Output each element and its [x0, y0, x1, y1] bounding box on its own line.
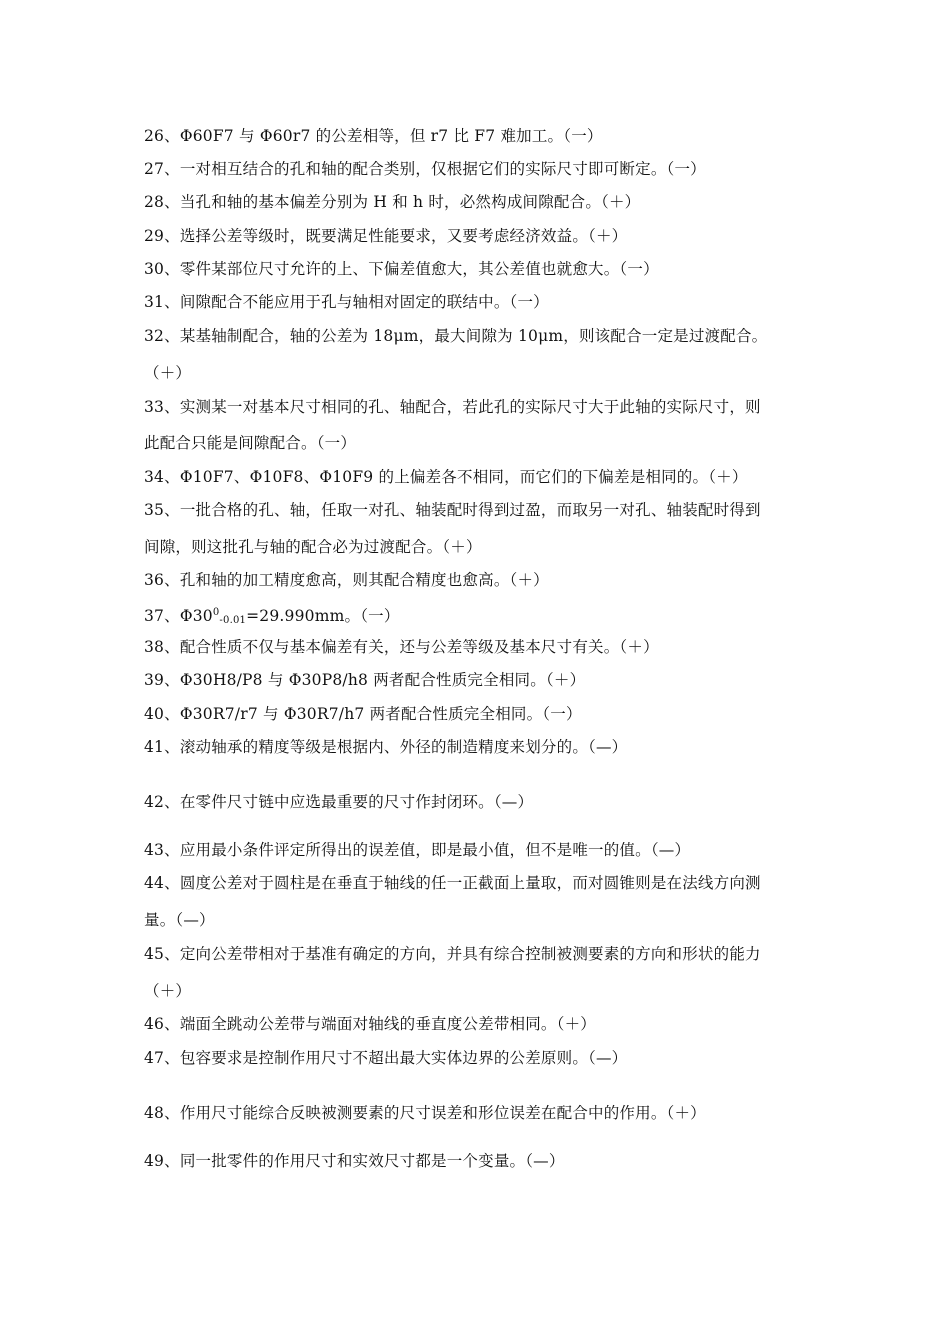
item-43: 43、应用最小条件评定所得出的误差值，即是最小值，但不是唯一的值。（—）: [144, 841, 691, 859]
item-29: 29、选择公差等级时，既要满足性能要求，又要考虑经济效益。（＋）: [144, 227, 628, 245]
item-42: 42、在零件尺寸链中应选最重要的尺寸作封闭环。（—）: [144, 793, 534, 811]
item-44: 44、圆度公差对于圆柱是在垂直于轴线的任一正截面上量取，而对圆锥则是在法线方向测: [144, 874, 761, 892]
item-37-suffix: =29.990mm。（一）: [246, 607, 400, 625]
item-40: 40、Φ30R7/r7 与 Φ30R7/h7 两者配合性质完全相同。（一）: [144, 705, 582, 723]
item-32-continuation: （＋）: [144, 364, 192, 382]
item-31: 31、间隙配合不能应用于孔与轴相对固定的联结中。（一）: [144, 293, 549, 311]
item-45: 45、定向公差带相对于基准有确定的方向，并具有综合控制被测要素的方向和形状的能力: [144, 945, 761, 963]
item-34: 34、Φ10F7、Φ10F8、Φ10F9 的上偏差各不相同，而它们的下偏差是相同的。（＋）: [144, 468, 748, 486]
item-36: 36、孔和轴的加工精度愈高，则其配合精度也愈高。（＋）: [144, 571, 549, 589]
item-47: 47、包容要求是控制作用尺寸不超出最大实体边界的公差原则。（—）: [144, 1049, 628, 1067]
item-28: 28、当孔和轴的基本偏差分别为 H 和 h 时，必然构成间隙配合。（＋）: [144, 193, 641, 211]
item-48: 48、作用尺寸能综合反映被测要素的尺寸误差和形位误差在配合中的作用。（＋）: [144, 1104, 706, 1122]
item-33-continuation: 此配合只能是间隙配合。（一）: [144, 434, 357, 452]
item-35: 35、一批合格的孔、轴，任取一对孔、轴装配时得到过盈，而取另一对孔、轴装配时得到: [144, 501, 761, 519]
item-37: [144, 603, 824, 631]
item-38: 38、配合性质不仅与基本偏差有关，还与公差等级及基本尺寸有关。（＋）: [144, 638, 659, 656]
item-32: 32、某基轴制配合，轴的公差为 18μm，最大间隙为 10μm，则该配合一定是过渡配合。: [144, 327, 768, 345]
item-26: 26、Φ60F7 与 Φ60r7 的公差相等，但 r7 比 F7 难加工。（一）: [144, 127, 603, 145]
item-37-lower-deviation: -0.01: [219, 615, 247, 626]
item-30: 30、零件某部位尺寸允许的上、下偏差值愈大，其公差值也就愈大。（一）: [144, 260, 659, 278]
item-37-prefix: 37、Φ30: [144, 607, 213, 625]
item-44-continuation: 量。（—）: [144, 911, 215, 929]
item-45-continuation: （＋）: [144, 982, 192, 1000]
item-49: 49、同一批零件的作用尺寸和实效尺寸都是一个变量。（—）: [144, 1152, 565, 1170]
item-35-continuation: 间隙，则这批孔与轴的配合必为过渡配合。（＋）: [144, 538, 482, 556]
item-46: 46、端面全跳动公差带与端面对轴线的垂直度公差带相同。（＋）: [144, 1015, 596, 1033]
item-27: 27、一对相互结合的孔和轴的配合类别，仅根据它们的实际尺寸即可断定。（一）: [144, 160, 706, 178]
item-33: 33、实测某一对基本尺寸相同的孔、轴配合，若此孔的实际尺寸大于此轴的实际尺寸，则: [144, 398, 761, 416]
item-41: 41、滚动轴承的精度等级是根据内、外径的制造精度来划分的。（—）: [144, 738, 628, 756]
item-37-upper-deviation: 0: [212, 607, 220, 618]
item-39: 39、Φ30H8/P8 与 Φ30P8/h8 两者配合性质完全相同。（＋）: [144, 671, 586, 689]
